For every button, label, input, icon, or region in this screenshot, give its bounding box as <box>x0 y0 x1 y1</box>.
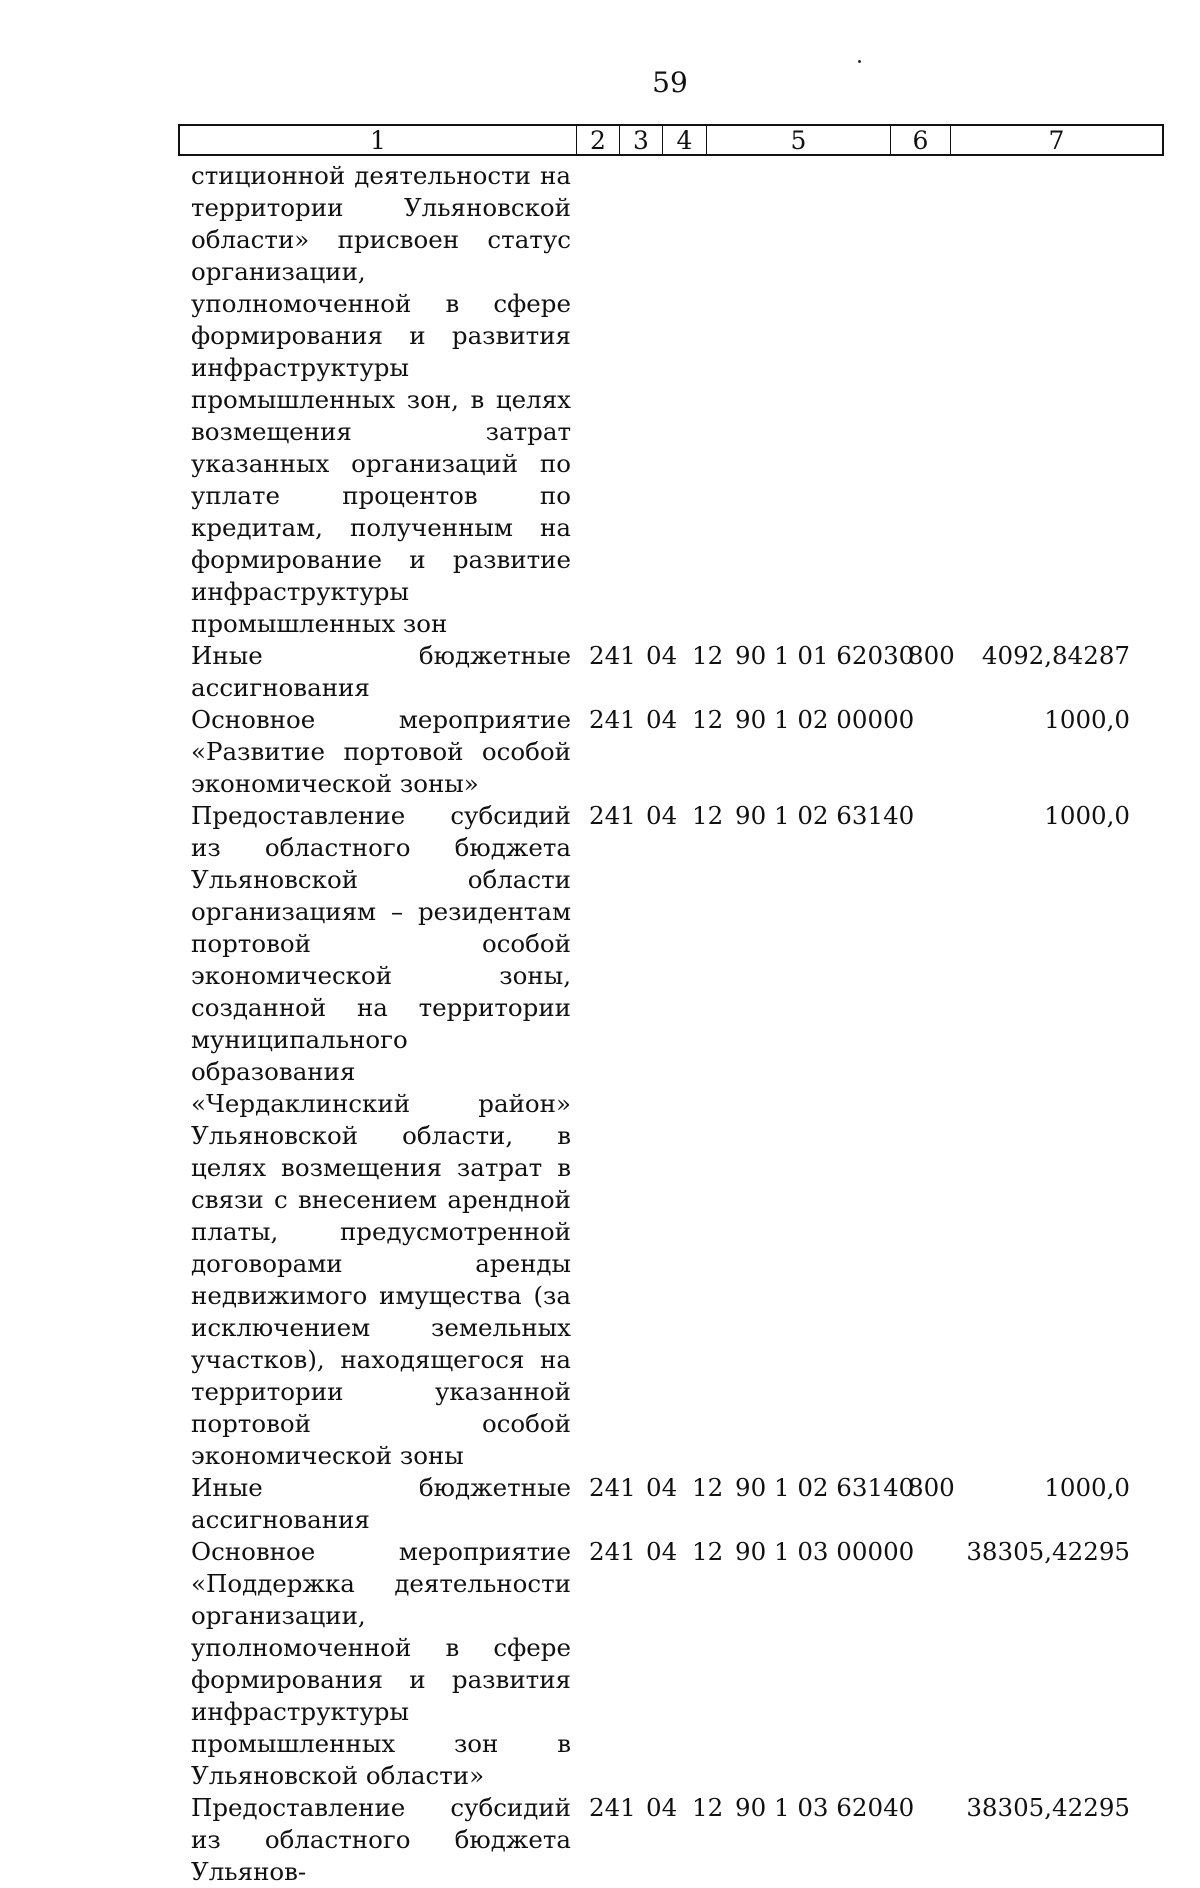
cell-col-2: 241 <box>589 1537 636 1566</box>
cell-col-6: 800 <box>908 1473 955 1502</box>
table-row <box>0 1536 1200 1792</box>
cell-col-5: 90 1 02 63140 <box>735 801 915 830</box>
cell-col-3: 04 <box>646 801 678 830</box>
cell-col-5: 90 1 03 00000 <box>735 1537 915 1566</box>
cell-col-2: 241 <box>589 1793 636 1822</box>
scan-dot <box>858 60 861 63</box>
table-row <box>0 1792 1200 1888</box>
header-col-2: 2 <box>576 126 619 154</box>
row-description: Основное мероприятие «Развитие портовой особой экономической зоны» <box>191 705 571 798</box>
table-row <box>0 704 1200 800</box>
cell-col-2: 241 <box>589 801 636 830</box>
header-col-5: 5 <box>706 126 890 154</box>
cell-col-4: 12 <box>692 1473 724 1502</box>
cell-col-3: 04 <box>646 641 678 670</box>
cell-col-7: 38305,42295 <box>966 1793 1130 1822</box>
cell-col-6: 800 <box>908 641 955 670</box>
cell-col-7: 1000,0 <box>1044 705 1130 734</box>
table-row <box>0 1472 1200 1536</box>
cell-col-2: 241 <box>589 1473 636 1502</box>
cell-col-4: 12 <box>692 1793 724 1822</box>
cell-col-3: 04 <box>646 1473 678 1502</box>
header-col-4: 4 <box>662 126 706 154</box>
row-description: Иные бюджетные ассигнования <box>191 1473 571 1534</box>
cell-col-5: 90 1 02 63140 <box>735 1473 915 1502</box>
cell-col-7: 4092,84287 <box>981 641 1130 670</box>
table-row <box>0 640 1200 704</box>
row-description: Иные бюджетные ассигнования <box>191 641 571 702</box>
table-row <box>0 800 1200 1472</box>
header-col-6: 6 <box>890 126 950 154</box>
cell-col-4: 12 <box>692 1537 724 1566</box>
cell-col-3: 04 <box>646 1793 678 1822</box>
cell-col-5: 90 1 02 00000 <box>735 705 915 734</box>
header-col-7: 7 <box>950 126 1162 154</box>
cell-col-7: 38305,42295 <box>966 1537 1130 1566</box>
table-row <box>0 160 1200 640</box>
cell-col-3: 04 <box>646 1537 678 1566</box>
cell-col-2: 241 <box>589 705 636 734</box>
cell-col-4: 12 <box>692 641 724 670</box>
table-header <box>178 124 1164 156</box>
cell-col-7: 1000,0 <box>1044 1473 1130 1502</box>
cell-col-3: 04 <box>646 705 678 734</box>
cell-col-7: 1000,0 <box>1044 801 1130 830</box>
page-number: 59 <box>652 66 688 99</box>
row-description: Предоставление субсидий из областного бюджета Ульянов- <box>191 1793 571 1886</box>
header-col-3: 3 <box>619 126 662 154</box>
row-description: Основное мероприятие «Поддержка деятельности организации, уполномоченной в сфере формирования и развития инфраструктуры промышленных зон в Ульяновской области» <box>191 1537 571 1790</box>
header-col-1: 1 <box>370 126 386 155</box>
cell-col-2: 241 <box>589 641 636 670</box>
row-description: стиционной деятельности на территории Ульяновской области» присвоен статус организации, уполномоченной в сфере формирования и развития инфраструктуры промышленных зон, в целях возмещения затрат указанных организаций по уплате процентов по кредитам, полученным на формирование и развитие инфраструктуры промышленных зон <box>191 161 571 638</box>
cell-col-5: 90 1 03 62040 <box>735 1793 915 1822</box>
cell-col-4: 12 <box>692 801 724 830</box>
row-description: Предоставление субсидий из областного бюджета Ульяновской области организациям – резидентам портовой особой экономической зоны, созданной на территории муниципального образования «Чердаклинский район» Ульяновской области, в целях возмещения затрат в связи с внесением арендной платы, предусмотренной договорами аренды недвижимого имущества (за исключением земельных участков), находящегося на территории указанной портовой особой экономической зоны <box>191 801 571 1470</box>
table-body <box>0 160 1200 1888</box>
cell-col-4: 12 <box>692 705 724 734</box>
cell-col-5: 90 1 01 62030 <box>735 641 915 670</box>
